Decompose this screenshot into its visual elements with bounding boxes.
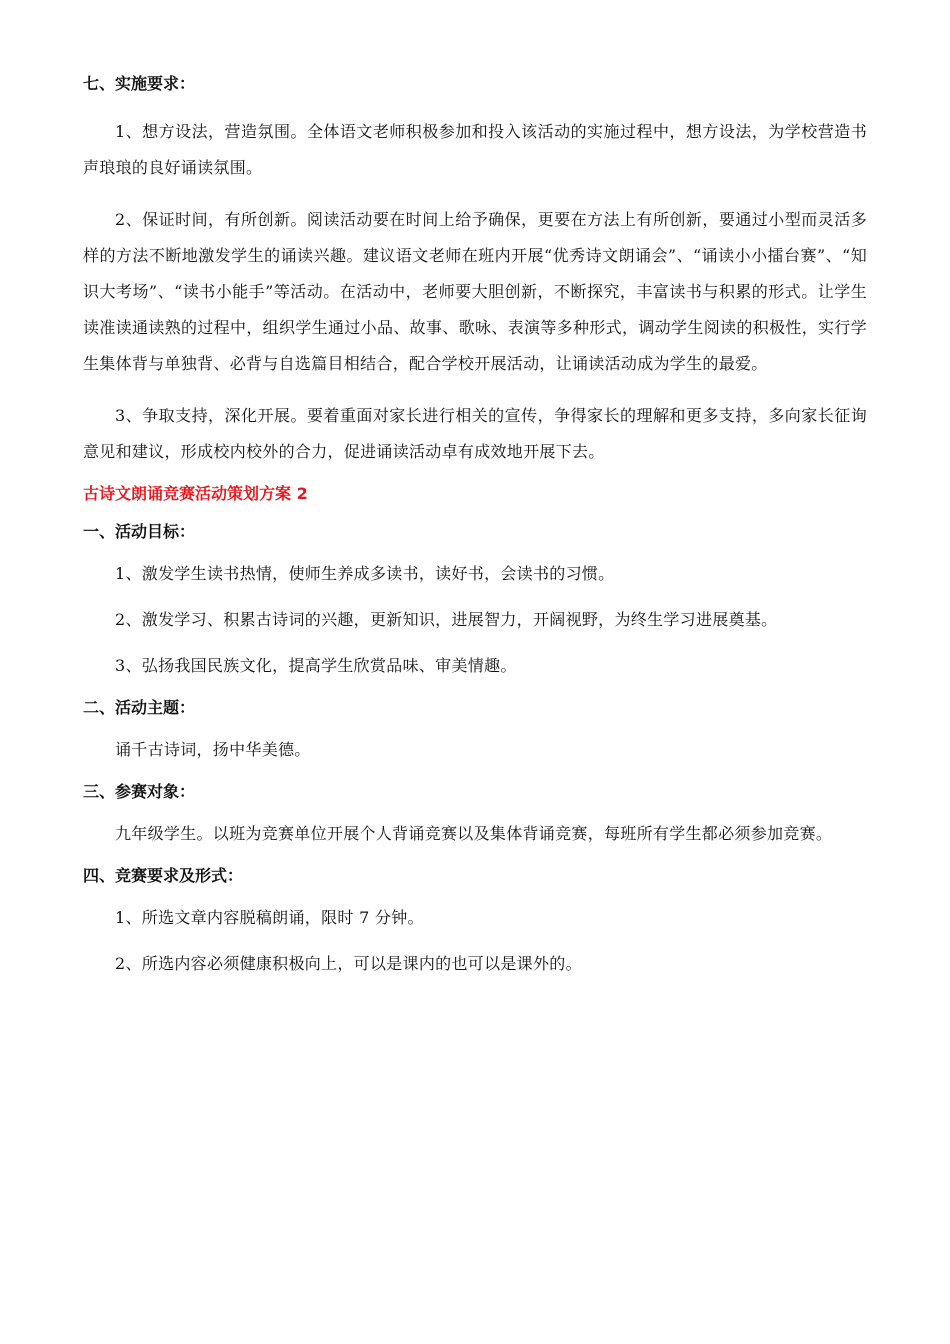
participants-heading: 三、参赛对象：: [83, 782, 196, 801]
section7-item-2: 2、保证时间，有所创新。阅读活动要在时间上给予确保，更要在方法上有所创新，要通过小型而灵活多样的方法不断地激发学生的诵读兴趣。建议语文老师在班内开展“优秀诗文朗诵会”、“诵读小小擂台赛”、“知识大考场”、“读书小能手”等活动。在活动中，老师要大胆创新，不断探究，丰富读书与积累的形式。让学生读准读通读熟的过程中，组织学生通过小品、故事、歌咏、表演等多种形式，调动学生阅读的积极性，实行学生集体背与单独背、必背与自选篇目相结合，配合学校开展活动，让诵读活动成为学生的最爱。: [83, 210, 867, 373]
goals-item-3: 3、弘扬我国民族文化，提高学生欣赏品味、审美情趣。: [115, 656, 517, 675]
goals-heading: 一、活动目标：: [83, 522, 196, 541]
section7-item-3: 3、争取支持，深化开展。要着重面对家长进行相关的宣传，争得家长的理解和更多支持，多向家长征询意见和建议，形成校内校外的合力，促进诵读活动卓有成效地开展下去。: [83, 406, 867, 461]
theme-heading: 二、活动主题：: [83, 698, 196, 717]
participants-text: 九年级学生。以班为竞赛单位开展个人背诵竞赛以及集体背诵竞赛，每班所有学生都必须参加竞赛。: [115, 824, 833, 843]
goals-item-2: 2、激发学习、积累古诗词的兴趣，更新知识，进展智力，开阔视野，为终生学习进展奠基。: [115, 610, 778, 629]
theme-text: 诵千古诗词，扬中华美德。: [115, 740, 311, 759]
requirements-item-1: 1、所选文章内容脱稿朗诵，限时 7 分钟。: [115, 908, 424, 927]
section7-item-1: 1、想方设法，营造氛围。全体语文老师积极参加和投入该活动的实施过程中，想方设法，为学校营造书声琅琅的良好诵读氛围。: [83, 122, 867, 177]
requirements-item-2: 2、所选内容必须健康积极向上，可以是课内的也可以是课外的。: [115, 954, 582, 973]
document-page: [83, 70, 867, 982]
section7-heading: 七、实施要求：: [83, 74, 196, 93]
requirements-heading: 四、竞赛要求及形式：: [83, 866, 244, 885]
plan2-title: 古诗文朗诵竞赛活动策划方案 2: [83, 484, 308, 503]
goals-item-1: 1、激发学生读书热情，使师生养成多读书，读好书，会读书的习惯。: [115, 564, 615, 583]
